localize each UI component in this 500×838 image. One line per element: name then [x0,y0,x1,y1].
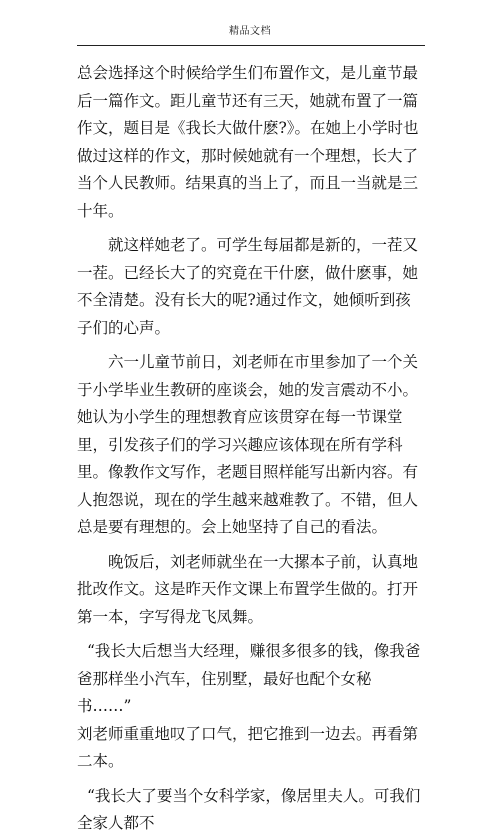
paragraph: 就这样她老了。可学生每届都是新的，一茬又一茬。已经长大了的究竟在干什麽，做什麽事，她不全清楚。没有长大的呢?通过作文，她倾听到孩子们的心声。 [77,236,419,337]
header-divider [77,45,425,46]
paragraph: “我长大后想当大经理，赚很多很多的钱，像我爸爸那样坐小汽车，住别墅，最好也配个女秘书……” [77,642,421,715]
document-body [77,60,423,838]
paragraph: 刘老师重重地叹了口气，把它推到一边去。再看第二本。 [77,724,419,770]
page-header [0,0,500,47]
paragraph: 总会选择这个时候给学生们布置作文，是儿童节最后一篇作文。距儿童节还有三天，她就布置了一篇作文，题目是《我长大做什麽?》。在她上小学时也做过这样的作文，那时候她就有一个理想，长大了当个人民教师。结果真的当上了，而且一当就是三十年。 [77,64,419,220]
paragraph: 晚饭后，刘老师就坐在一大摞本子前，认真地批改作文。这是昨天作文课上布置学生做的。打开第一本，字写得龙飞凤舞。 [77,552,419,626]
paragraph: “我长大了要当个女科学家，像居里夫人。可我们全家人都不 [77,786,421,832]
header-title: 精品文档 [229,26,271,37]
paragraph: 六一儿童节前日，刘老师在市里参加了一个关于小学毕业生教研的座谈会，她的发言震动不小。她认为小学生的理想教育应该贯穿在每一节课堂里，引发孩子们的学习兴趣应该体现在所有学科里。像教作文写作，老题目照样能写出新内容。有人抱怨说，现在的学生越来越难教了。不错，但人总是要有理想的。会上她坚持了自己的看法。 [77,353,419,536]
